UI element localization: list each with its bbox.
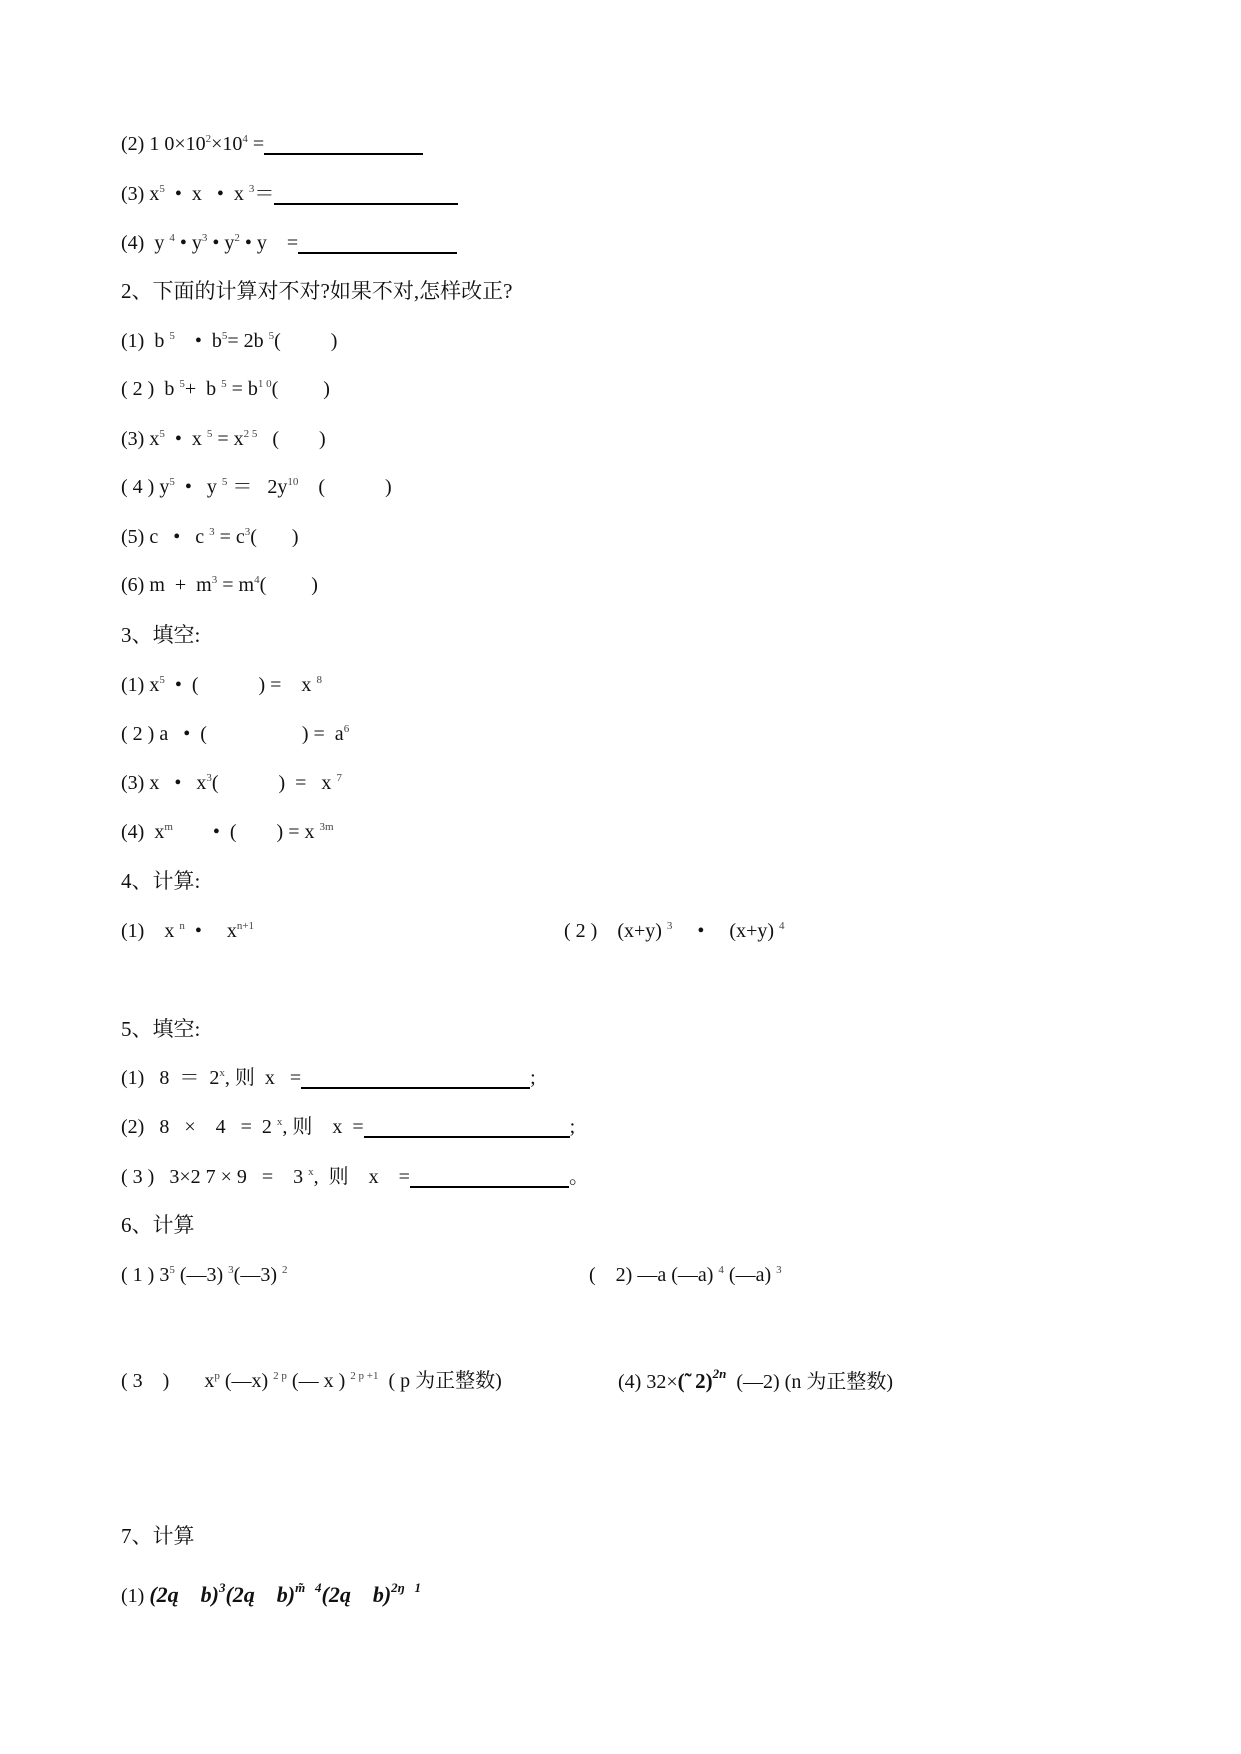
expr-text: • y — [207, 232, 235, 254]
q3-item-3 — [121, 770, 342, 796]
answer-parens: ( ) — [274, 330, 338, 352]
exponent: 3 — [218, 1580, 226, 1595]
exponent: 5 — [159, 428, 165, 440]
exponent: 3 — [211, 574, 218, 586]
exponent: m̃ 4 — [295, 1580, 322, 1595]
expr-text: ( 3 ) x — [121, 1370, 215, 1392]
exponent: n+1 — [236, 920, 255, 932]
exponent: 3 — [776, 1264, 782, 1276]
condition-note: ( p 为正整数) — [378, 1370, 502, 1392]
exponent: x — [219, 1067, 225, 1079]
expr-text: ( 2 ) (x+y) — [564, 920, 667, 942]
q5-item-1 — [121, 1065, 536, 1091]
exponent: x — [308, 1166, 314, 1178]
exponent: 4 — [254, 574, 260, 586]
answer-parens: ( ) — [259, 574, 318, 596]
exponent: 4 — [779, 920, 785, 932]
exponent: 3 — [201, 232, 208, 244]
exponent: 5 — [159, 183, 165, 195]
exponent: 8 — [316, 674, 322, 686]
q4-item-1 — [121, 918, 254, 944]
expr-text: (1) x — [121, 674, 160, 696]
expr-text: • (x+y) — [672, 920, 780, 942]
exponent: n — [179, 920, 185, 932]
q3-item-2 — [121, 721, 349, 747]
exponent: 2 p +1 — [350, 1370, 379, 1382]
expr-text: (1) x — [121, 920, 180, 942]
q4-heading: 4、计算: — [121, 869, 201, 893]
q5-item-2 — [121, 1114, 575, 1140]
q6-item-4 — [618, 1368, 893, 1395]
exponent: 5 — [169, 1264, 175, 1276]
q3-item-1 — [121, 672, 322, 698]
expr-text: ( 4 ) y — [121, 476, 170, 498]
expr-text: • y — [174, 232, 202, 254]
q2-item-4 — [121, 474, 392, 500]
expr-text: • x — [184, 920, 237, 942]
q3-heading: 3、填空: — [121, 623, 201, 647]
q1-item-2 — [121, 131, 423, 157]
expr-text: • ( ) = x — [172, 821, 320, 843]
expr-text: + b — [184, 378, 222, 400]
expr-text: , 则 x = — [313, 1166, 410, 1188]
exponent: 4 — [718, 1264, 724, 1276]
expr-text: • x • x — [164, 183, 249, 205]
q6-item-3 — [121, 1368, 502, 1394]
exponent: 10 — [287, 476, 299, 488]
expr-text: • b — [174, 330, 222, 352]
punctuation: ; — [569, 1116, 576, 1138]
exponent: 3 — [228, 1264, 234, 1276]
q6-heading: 6、计算 — [121, 1213, 195, 1237]
exponent: 4 — [242, 133, 248, 145]
expr-bold-italic: (2ą b) — [321, 1582, 392, 1607]
q2-item-1 — [121, 328, 337, 354]
exponent: 5 — [179, 378, 185, 390]
expr-text: = x — [212, 428, 244, 450]
expr-text: • x — [164, 428, 207, 450]
answer-blank — [264, 133, 423, 155]
expr-text: • y — [174, 476, 222, 498]
q6-item-1 — [121, 1262, 287, 1288]
expr-text: ＝ 2y — [227, 476, 288, 498]
q5-heading: 5、填空: — [121, 1017, 201, 1041]
exponent: 3 — [206, 772, 212, 784]
exponent: 7 — [336, 772, 342, 784]
q2-item-2 — [121, 376, 330, 402]
expr-text: ( 1 ) 3 — [121, 1264, 170, 1286]
answer-parens: ( ) — [271, 378, 330, 400]
expr-text: = 2b — [227, 330, 269, 352]
q2-item-5 — [121, 524, 299, 550]
exponent: 3m — [319, 821, 334, 833]
q7-item-1 — [121, 1582, 421, 1609]
expr-text: ＝ — [254, 183, 275, 205]
exponent: 5 — [169, 476, 175, 488]
q1-item-4 — [121, 230, 457, 256]
expr-text: (4) x — [121, 821, 165, 843]
exponent: 5 — [221, 378, 227, 390]
expr-text: ( 2) —a (—a) — [589, 1264, 719, 1286]
expr-text: ( 2 ) a • ( ) = a — [121, 723, 344, 745]
expr-bold: (̃ 2) — [677, 1369, 713, 1393]
expr-text: (1) 8 ＝ 2 — [121, 1067, 220, 1089]
q1-item-3 — [121, 181, 458, 207]
exponent: 2ŋ 1 — [391, 1580, 421, 1595]
expr-text: (5) c • c — [121, 526, 210, 548]
q2-item-6 — [121, 572, 318, 598]
expr-text: (3) x — [121, 428, 160, 450]
exponent: 5 — [159, 674, 165, 686]
expr-text: , 则 x = — [224, 1067, 302, 1089]
q5-item-3 — [121, 1164, 589, 1190]
expr-text: • y = — [239, 232, 299, 254]
expr-text: ( ) = x — [211, 772, 337, 794]
q2-item-3 — [121, 426, 326, 452]
answer-blank — [410, 1166, 569, 1188]
expr-text: (2) 1 0×10 — [121, 133, 206, 155]
expr-text: (—3) — [174, 1264, 229, 1286]
q6-item-2 — [589, 1262, 782, 1288]
answer-blank — [298, 232, 457, 254]
expr-text: = — [247, 133, 265, 155]
expr-text: = m — [217, 574, 255, 596]
expr-text: (4) 32× — [618, 1371, 678, 1393]
expr-text: (3) x — [121, 183, 160, 205]
answer-blank — [364, 1116, 570, 1138]
q4-item-2 — [564, 918, 785, 944]
exponent: 2 — [205, 133, 212, 145]
exponent: m — [164, 821, 173, 833]
exponent: 2 — [281, 1264, 288, 1276]
answer-blank — [301, 1067, 530, 1089]
expr-text: ×10 — [211, 133, 243, 155]
exponent: 4 — [169, 232, 175, 244]
condition-note: (—2) (n 为正整数) — [726, 1371, 893, 1393]
exponent: 5 — [206, 428, 213, 440]
expr-text: (— x ) — [286, 1370, 351, 1392]
expr-text: • ( ) = x — [164, 674, 317, 696]
expr-text: = c — [214, 526, 245, 548]
q3-item-4 — [121, 819, 334, 845]
expr-text: ( 2 ) b — [121, 378, 180, 400]
exponent: 5 — [268, 330, 275, 342]
expr-bold-italic: (2ą b) — [149, 1582, 219, 1607]
expr-text: (—3) — [233, 1264, 282, 1286]
q7-heading: 7、计算 — [121, 1524, 195, 1548]
expr-bold-italic: (2ą b) — [225, 1582, 296, 1607]
exponent: 5 — [169, 330, 175, 342]
expr-text: = b — [226, 378, 258, 400]
exponent: 2 — [234, 232, 240, 244]
punctuation: 。 — [568, 1166, 589, 1188]
expr-text: (1) b — [121, 330, 170, 352]
exponent: p — [214, 1370, 220, 1382]
q2-heading: 2、下面的计算对不对?如果不对,怎样改正? — [121, 279, 513, 303]
answer-parens: ( ) — [257, 428, 326, 450]
expr-text: (3) x • x — [121, 772, 207, 794]
expr-text: , 则 x = — [282, 1116, 364, 1138]
exponent: 3 — [209, 526, 215, 538]
expr-text: (—x) — [219, 1370, 274, 1392]
exponent: 2 5 — [243, 428, 258, 440]
answer-parens: ( ) — [298, 476, 392, 498]
exponent: 3 — [244, 526, 251, 538]
answer-parens: ( ) — [250, 526, 299, 548]
expr-text: (4) y — [121, 232, 170, 254]
exponent: 2n — [712, 1366, 727, 1381]
expr-text: (2) 8 × 4 = 2 — [121, 1116, 277, 1138]
punctuation: ; — [530, 1067, 536, 1089]
expr-text: (1) — [121, 1585, 150, 1607]
exponent: x — [276, 1116, 283, 1128]
answer-blank — [274, 183, 458, 205]
exponent: 5 — [221, 476, 228, 488]
exponent: 5 — [221, 330, 228, 342]
exponent: 3 — [666, 920, 673, 932]
exponent: 1 0 — [257, 378, 272, 390]
expr-text: (—a) — [723, 1264, 777, 1286]
exponent: 2 p — [273, 1370, 287, 1382]
expr-text: ( 3 ) 3×2 7 × 9 = 3 — [121, 1166, 309, 1188]
exponent: 3 — [248, 183, 255, 195]
expr-text: (6) m + m — [121, 574, 212, 596]
exponent: 6 — [343, 723, 350, 735]
